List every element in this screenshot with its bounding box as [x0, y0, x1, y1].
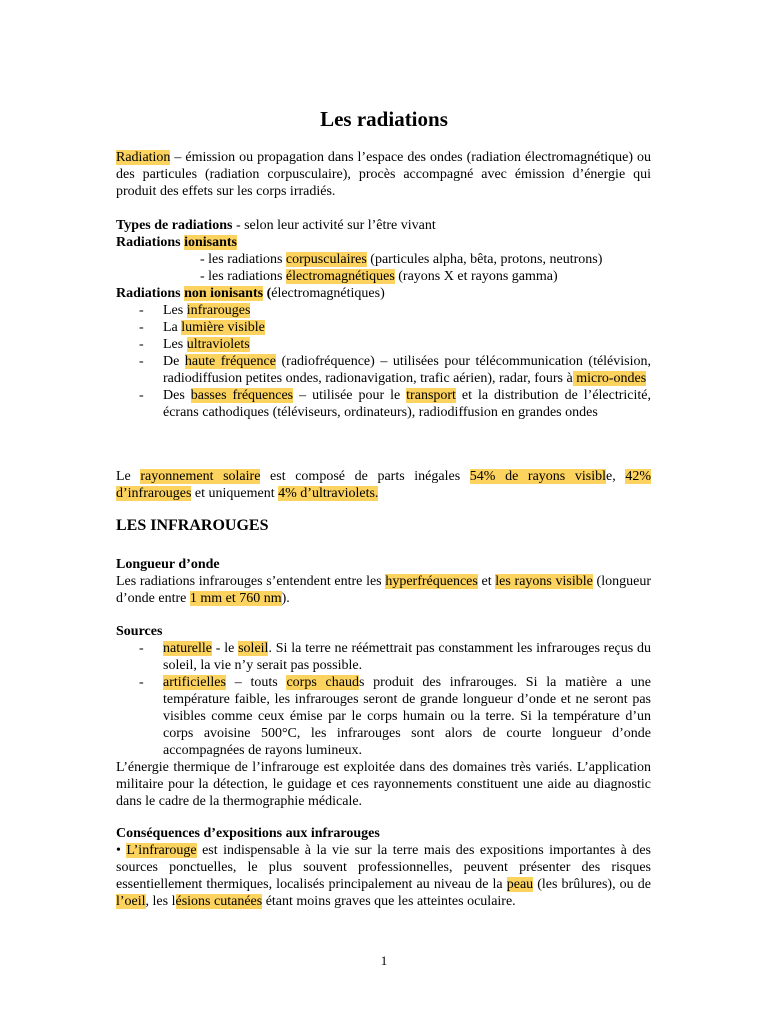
nonionising-prefix: Radiations: [116, 286, 185, 301]
ionising-item: [116, 268, 651, 285]
wavelength-section: [116, 556, 651, 607]
source-text: s produit des infrarouges. Si la matière a une température faible, les infrarouges seront de grande longueur d’onde et ne seront pas visibles comme ceux émise par le corps humain ou la terre. Si la température d’un corps avoisine 500°C, les infrarouges sont alors de courte longueur d’onde accompagnées de rayons lumineux.: [163, 675, 651, 758]
sources-list: [116, 640, 651, 759]
list-item: [116, 319, 651, 336]
sources-heading: [116, 623, 651, 640]
item-highlight: haute fréquence: [184, 354, 276, 369]
wavelength-highlight: hyperfréquences: [385, 574, 478, 589]
consequence-text: , les l: [145, 894, 176, 909]
types-desc: - selon leur activité sur l’être vivant: [232, 218, 436, 233]
ionising-highlight: ionisants: [184, 235, 237, 250]
ionising-item-post: (particules alpha, bêta, protons, neutrons): [366, 252, 603, 267]
consequence-highlight: peau: [506, 877, 534, 892]
item-pre: Les: [163, 337, 187, 352]
bullet-marker: •: [116, 843, 127, 858]
ionising-item-post: (rayons X et rayons gamma): [394, 269, 558, 284]
consequence-text: est indispensable à la vie sur la terre mais des expositions importantes à des sources ponctuelles, le plus souvent professionnelles, peuvent présenter des risques essentiellement thermiques, localisés principalement au niveau de la: [116, 843, 652, 892]
wavelength-paragraph: [116, 573, 651, 607]
item-highlight: basses fréquences: [190, 388, 294, 403]
wavelength-text: ).: [281, 591, 290, 606]
list-item: [116, 336, 651, 353]
ionising-item: [116, 251, 651, 268]
item-pre: La: [163, 320, 182, 335]
source-text: – touts: [225, 675, 287, 690]
types-label: Types de radiations: [116, 218, 233, 233]
nonionising-paren: (: [263, 286, 272, 301]
list-item: [116, 674, 651, 759]
item-post: – utilisée pour le: [293, 388, 407, 403]
solar-text: Le: [116, 469, 141, 484]
ionising-item-pre: - les radiations: [200, 252, 286, 267]
solar-highlight: 4% d’ultraviolets.: [278, 486, 379, 501]
item-highlight: infrarouges: [186, 303, 251, 318]
sources-after-paragraph: L’énergie thermique de l’infrarouge est exploitée dans des domaines très variés. L’application militaire pour la détection, le guidage et ces rayonnements constituent une aide au diagnostic dans le cadre de la thermographie médicale.: [116, 760, 651, 809]
list-item: [116, 387, 651, 421]
ionising-item-highlight: électromagnétiques: [285, 269, 395, 284]
dash-marker: -: [139, 303, 144, 318]
consequences-heading-text: Conséquences d’expositions aux infrarouges: [116, 826, 380, 841]
types-section: [116, 217, 651, 421]
source-highlight: soleil: [238, 641, 269, 656]
dash-marker: -: [139, 354, 144, 369]
nonionising-post: électromagnétiques): [271, 286, 385, 301]
wavelength-highlight: 1 mm et 760 nm: [189, 591, 282, 606]
dash-marker: -: [139, 320, 144, 335]
source-highlight: corps chaud: [286, 675, 359, 690]
consequence-highlight: L’infrarouge: [126, 843, 197, 858]
consequence-highlight: ésions cutanées: [175, 894, 263, 909]
solar-text: est composé de parts inégales: [260, 469, 470, 484]
solar-text: e,: [605, 469, 626, 484]
nonionising-highlight: non ionisants: [184, 286, 264, 301]
consequences-section: [116, 825, 651, 910]
section-heading-infrared: LES INFRAROUGES: [116, 517, 269, 534]
dash-marker: -: [139, 641, 144, 656]
solar-paragraph: [116, 468, 651, 502]
source-text: . Si la terre ne réémettrait pas constamment les infrarouges reçus du soleil, la vie n’y serait pas possible.: [163, 641, 651, 673]
consequences-heading: [116, 825, 651, 842]
intro-paragraph: [116, 149, 651, 200]
ionising-item-highlight: corpusculaires: [285, 252, 367, 267]
types-line: [116, 217, 651, 234]
item-highlight-2: transport: [406, 388, 456, 403]
page-title: Les radiations: [320, 107, 448, 131]
wavelength-highlight: les rayons visible: [495, 574, 593, 589]
item-pre: Les: [163, 303, 187, 318]
dash-marker: -: [139, 388, 144, 403]
nonionising-heading: [116, 285, 651, 302]
sources-heading-text: Sources: [116, 624, 163, 639]
item-pre: Des: [163, 388, 191, 403]
nonionising-list: [116, 302, 651, 421]
source-text: - le: [211, 641, 239, 656]
wavelength-text: Les radiations infrarouges s’entendent entre les: [116, 574, 386, 589]
intro-text: – émission ou propagation dans l’espace des ondes (radiation électromagnétique) ou des particules (radiation corpusculaire), procès accompagné avec émission d’énergie qui produit des effets sur les corps irradiés.: [116, 150, 651, 199]
wavelength-text: et: [477, 574, 496, 589]
dash-marker: -: [139, 675, 144, 690]
consequence-text: étant moins graves que les atteintes oculaire.: [262, 894, 516, 909]
source-highlight: naturelle: [163, 641, 212, 656]
list-item: [116, 353, 651, 387]
list-item: [116, 640, 651, 674]
wavelength-text: (longueur d’onde entre: [116, 574, 651, 606]
solar-highlight: 54% de rayons visibl: [469, 469, 606, 484]
list-item: [116, 302, 651, 319]
ionising-prefix: Radiations: [116, 235, 185, 250]
consequence-highlight: l’oeil: [116, 894, 146, 909]
term-highlight: Radiation: [116, 150, 171, 165]
ionising-heading: [116, 234, 651, 251]
source-highlight: artificielles: [163, 675, 226, 690]
item-highlight: ultraviolets: [186, 337, 250, 352]
sources-section: [116, 623, 651, 810]
item-post: (radiofréquence) – utilisées pour télécommunication (télévision, radiodiffusion petites ondes, radionavigation, trafic aérien), radar, fours à: [163, 354, 652, 386]
solar-text: et uniquement: [191, 486, 279, 501]
ionising-item-pre: - les radiations: [200, 269, 286, 284]
wavelength-heading-text: Longueur d’onde: [116, 557, 220, 572]
solar-highlight: 42% d’infrarouges: [116, 469, 651, 501]
solar-highlight: rayonnement solaire: [140, 469, 261, 484]
consequences-paragraph: [116, 842, 651, 910]
item-highlight-2: micro-ondes: [572, 371, 647, 386]
item-pre: De: [163, 354, 185, 369]
page-number: 1: [380, 953, 388, 968]
consequence-text: (les brûlures), ou de: [533, 877, 651, 892]
item-post-2: et la distribution de l’électricité, écrans cathodiques (téléviseurs, ordinateurs), radiodiffusion en grandes ondes: [163, 388, 651, 420]
item-highlight: lumière visible: [181, 320, 265, 335]
wavelength-heading: [116, 556, 651, 573]
dash-marker: -: [139, 337, 144, 352]
